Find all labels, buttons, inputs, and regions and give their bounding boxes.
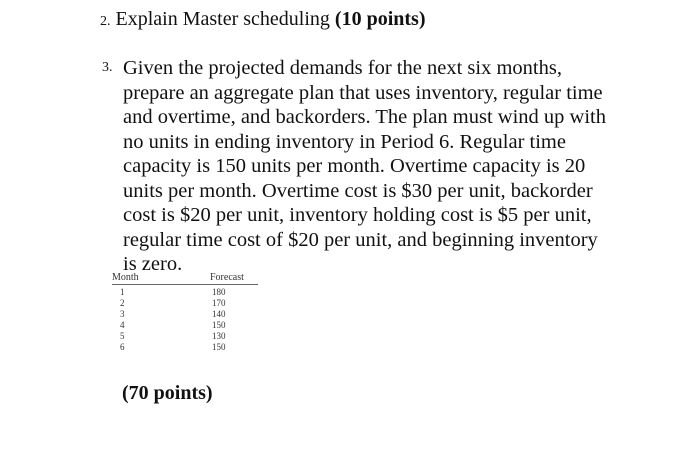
forecast-cell: 130	[212, 331, 226, 341]
table-body	[108, 287, 258, 353]
month-column-header: Month	[112, 272, 139, 283]
forecast-cell: 150	[212, 342, 226, 352]
forecast-cell: 150	[212, 320, 226, 330]
month-cell: 2	[120, 298, 125, 308]
question-2-points: (10 points)	[334, 8, 426, 30]
header-underline	[112, 284, 258, 285]
forecast-cell: 180	[212, 287, 226, 297]
question-3-line: is zero.	[123, 253, 183, 275]
question-2-number: 2.	[100, 14, 111, 29]
forecast-table	[108, 272, 258, 353]
question-2-text: Explain Master scheduling	[115, 8, 335, 30]
table-row	[108, 298, 258, 309]
table-row	[108, 320, 258, 331]
question-3-line: units per month. Overtime cost is $30 per unit, backorder	[123, 179, 593, 202]
month-cell: 5	[120, 331, 125, 341]
month-cell: 3	[120, 309, 125, 319]
question-3-points: (70 points)	[122, 382, 213, 404]
question-3-line: and overtime, and backorders. The plan must wind up with	[123, 106, 606, 128]
question-3-text	[123, 56, 606, 277]
forecast-column-header: Forecast	[210, 272, 244, 283]
table-row	[108, 287, 258, 298]
forecast-cell: 170	[212, 298, 226, 308]
question-3-line: no units in ending inventory in Period 6. Regular time	[123, 130, 566, 153]
question-3-line: cost is $20 per unit, inventory holding cost is $5 per unit,	[123, 204, 592, 226]
question-3-line: Given the projected demands for the next six months,	[123, 57, 562, 79]
table-row	[108, 342, 258, 353]
table-row	[108, 331, 258, 342]
question-3-number: 3.	[102, 60, 113, 75]
question-2	[100, 6, 425, 35]
month-cell: 1	[120, 287, 125, 297]
table-header-row	[108, 272, 258, 284]
question-3-line: prepare an aggregate plan that uses inventory, regular time	[123, 81, 603, 104]
forecast-cell: 140	[212, 309, 226, 319]
table-row	[108, 309, 258, 320]
question-3-line: capacity is 150 units per month. Overtime capacity is 20	[123, 155, 586, 177]
month-cell: 4	[120, 320, 125, 330]
month-cell: 6	[120, 342, 125, 352]
question-3-line: regular time cost of $20 per unit, and beginning inventory	[123, 228, 598, 251]
